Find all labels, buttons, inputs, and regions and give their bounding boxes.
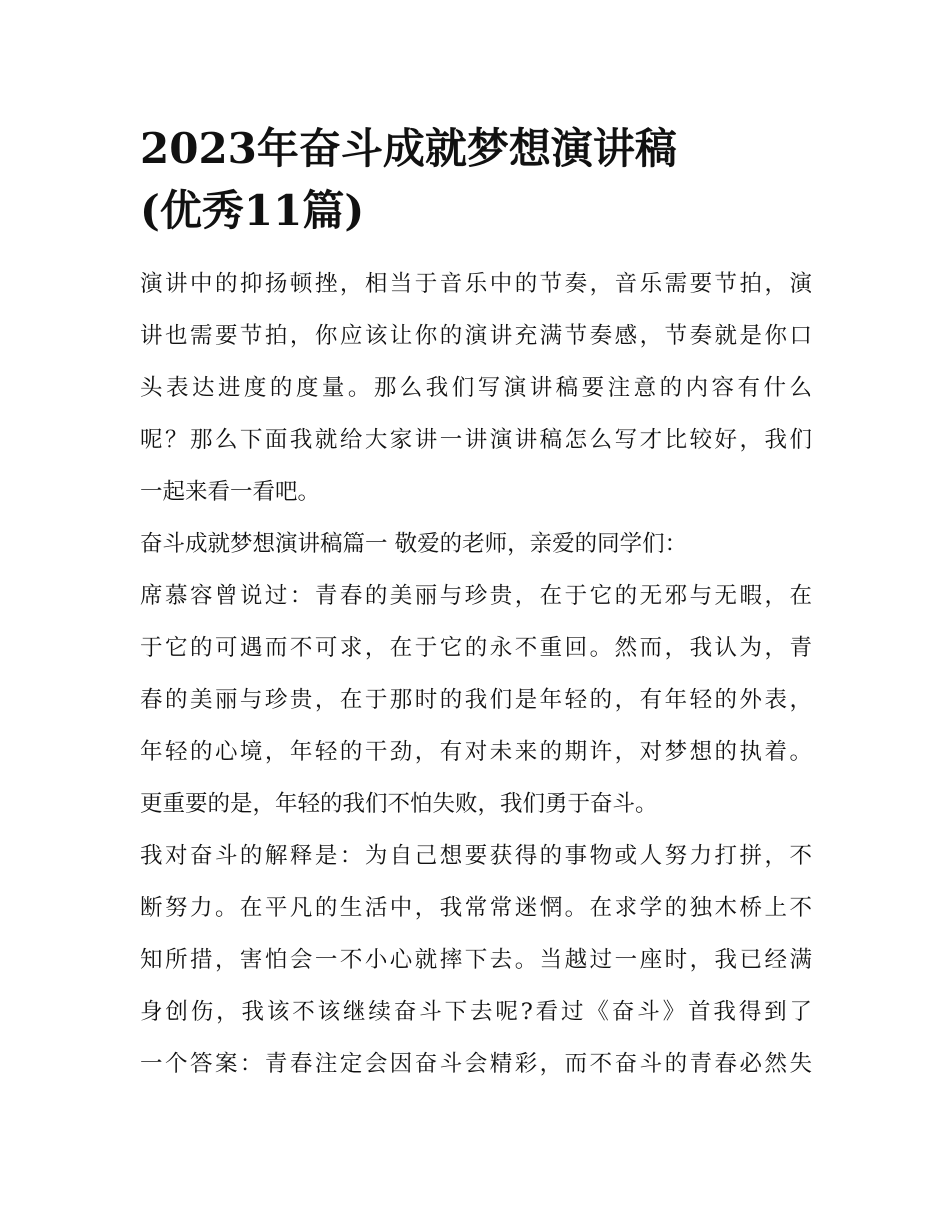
paragraph-struggle: [140, 830, 812, 1090]
text-line: 演讲中的抑扬顿挫，相当于音乐中的节奏，音乐需要节拍，演: [140, 271, 812, 297]
text-line: 年轻的心境，年轻的干劲，有对未来的期许，对梦想的执着。: [140, 739, 812, 765]
text-line: 奋斗成就梦想演讲稿篇一 敬爱的老师，亲爱的同学们：: [140, 531, 688, 557]
document-body: [140, 258, 812, 1090]
paragraph-intro: [140, 258, 812, 518]
text-line: 断努力。在平凡的生活中，我常常迷惘。在求学的独木桥上不: [140, 895, 812, 921]
text-line: 一起来看一看吧。: [140, 479, 321, 505]
text-line: 于它的可遇而不可求，在于它的永不重回。然而，我认为，青: [140, 635, 812, 661]
text-line: 讲也需要节拍，你应该让你的演讲充满节奏感，节奏就是你口: [140, 323, 812, 349]
paragraph-youth: [140, 570, 812, 830]
title-line-2: (优秀11篇): [140, 186, 365, 235]
title-line-1: 2023年奋斗成就梦想演讲稿: [140, 124, 677, 173]
text-line: 一个答案：青春注定会因奋斗会精彩，而不奋斗的青春必然失: [140, 1051, 812, 1077]
text-line: 席慕容曾说过：青春的美丽与珍贵，在于它的无邪与无暇，在: [140, 583, 812, 609]
text-line: 知所措，害怕会一不小心就摔下去。当越过一座时，我已经满: [140, 947, 812, 973]
text-line: 更重要的是，年轻的我们不怕失败，我们勇于奋斗。: [140, 791, 658, 817]
document-page: [140, 118, 812, 1090]
text-line: 我对奋斗的解释是：为自己想要获得的事物或人努力打拼，不: [140, 843, 812, 869]
paragraph-heading: [140, 518, 812, 570]
text-line: 春的美丽与珍贵，在于那时的我们是年轻的，有年轻的外表，: [140, 687, 812, 713]
text-line: 身创伤，我该不该继续奋斗下去呢?看过《奋斗》首我得到了: [140, 999, 812, 1025]
text-line: 头表达进度的度量。那么我们写演讲稿要注意的内容有什么: [140, 375, 812, 401]
document-title: [140, 118, 812, 242]
text-line: 呢？那么下面我就给大家讲一讲演讲稿怎么写才比较好，我们: [140, 427, 812, 453]
